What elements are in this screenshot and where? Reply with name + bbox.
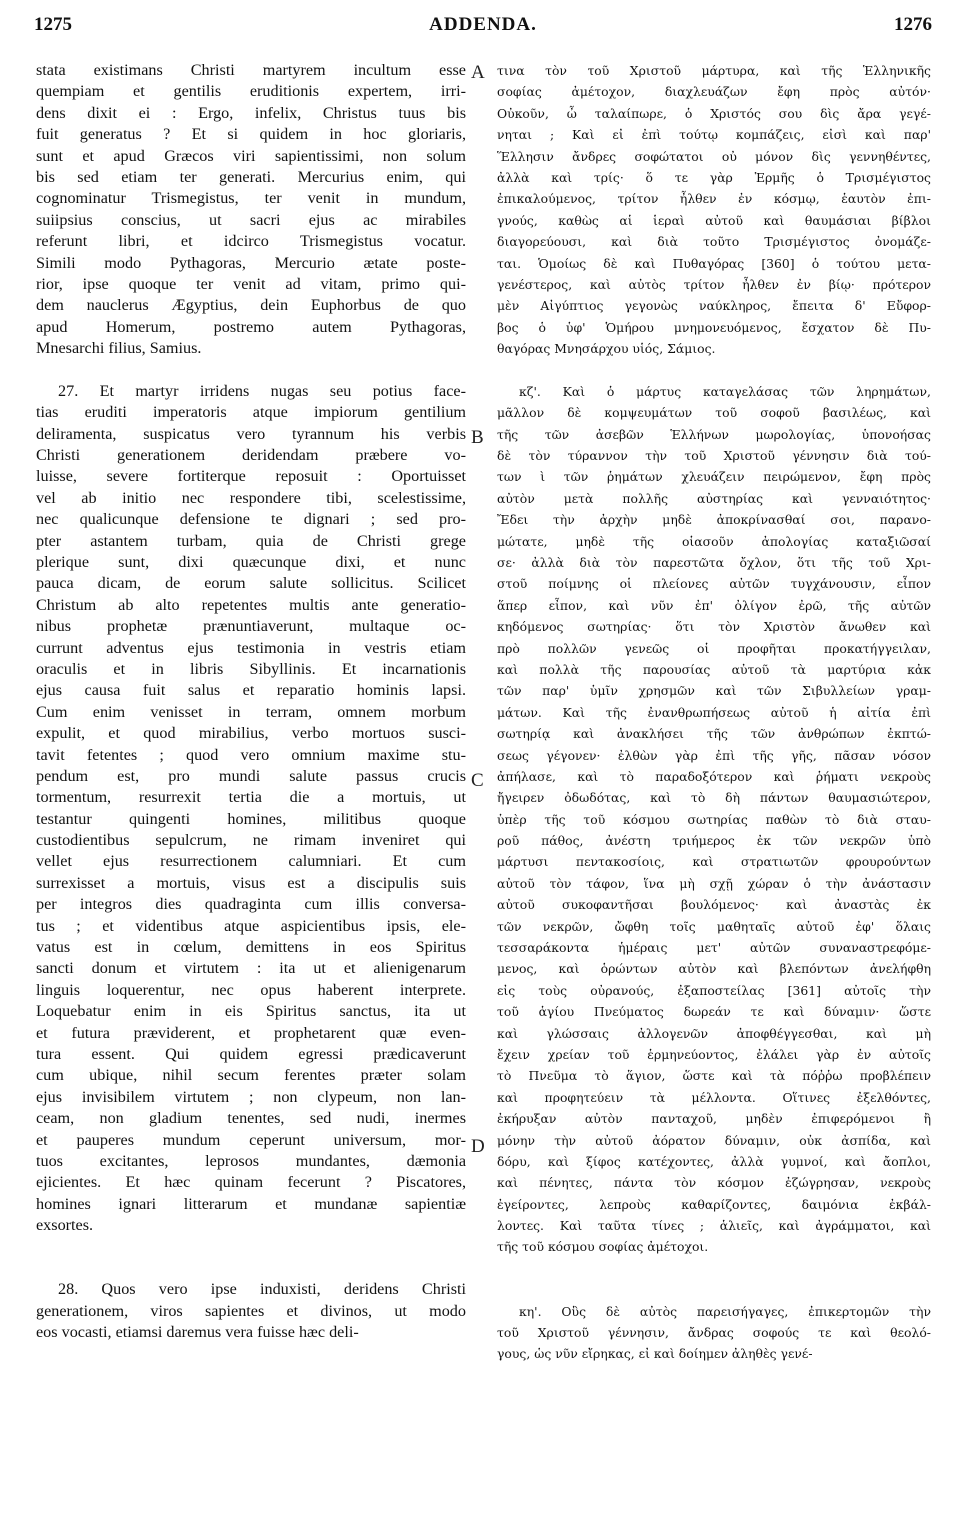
text-line: luisse, severe fortiterque reposuit : Oportuisset [36, 467, 466, 486]
text-line: τῆς τῶν ἀσεβῶν Ἑλλήνων μωρολογίας, ὑπονοήσας [497, 426, 931, 442]
text-line: ἅπερ εἶπον, καὶ νῦν ἐπ' ὀλίγον ἐρῶ, τῆς αὐτῶν [497, 597, 931, 613]
text-line: μόνην τὴν αὐτοῦ ἀόρατον δύναμιν, οὐκ ἀσπίδα, καὶ [497, 1132, 931, 1148]
text-line: cognominatur Trismegistus, ter venit in mundum, [36, 189, 466, 208]
text-line: τεσσαράκοντα ἡμέραις μετ' αὐτῶν συναναστρεφόμε- [497, 940, 931, 956]
text-line: ἔχειν χρείαν τοῦ ἑρμηνεύοντος, ἐλάλει γὰρ ἐν αὐτοῖς [497, 1046, 931, 1062]
text-line: pendum est, pro mundi salute passus crucis [36, 766, 466, 785]
text-line: κηδόμενος σωτηρίας· ὅτι τὸν Χριστὸν ἄνωθεν καὶ [497, 619, 931, 635]
text-line: tias eruditi imperatoris atque impiorum gentilium [36, 403, 466, 422]
text-line: ceam, non gladium tenentes, sed nudi, inermes [36, 1109, 466, 1128]
text-line: oraculis et in libris Sibyllinis. Et incarnationis [36, 659, 466, 678]
margin-marker-b: B [471, 427, 484, 448]
text-line: Mnesarchi filius, Samius. [36, 339, 202, 358]
margin-marker-d: D [471, 1136, 485, 1157]
text-line: κζ'. Καὶ ὁ μάρτυς καταγελάσας τῶν ληρημάτων, [519, 383, 931, 399]
text-line: 27. Et martyr irridens nugas seu potius face- [58, 381, 466, 400]
text-line: καὶ γλώσσαις ἀλλογενῶν ἀποφθέγγεσθαι, καὶ μὴ [497, 1025, 931, 1041]
text-line: deliramenta, suspicatus vero tyrannum his verbis [36, 424, 466, 443]
text-line: ἐγείροντες, λεπροὺς καθαρίζοντες, δαιμόνια ἐκβάλ- [497, 1196, 931, 1212]
text-line: plerique sunt, dixi quæcunque dixi, et nunc [36, 552, 466, 571]
text-line: δὲ τὸν τύραννον τὴν τοῦ Χριστοῦ γέννησιν διὰ τού- [497, 448, 931, 464]
text-line: τῶν νεκρῶν, ὤφθη τοῖς μαθηταῖς αὐτοῦ ἐφ' ὅλαις [497, 918, 931, 934]
text-line: στοῦ ποίμνης οἱ πλείονες αὐτῶν τυγχάνουσιν, εἶπον [497, 576, 931, 592]
text-line: Loquebatur enim in eis Spiritus sanctus, ita ut [36, 1002, 466, 1021]
text-line: 28. Quos vero ipse induxisti, deridens Christi [58, 1280, 466, 1299]
text-line: σωτηρίᾳ καὶ ἀνακλήσει τῆς τῶν ἀνθρώπων ἐκπτώ- [497, 726, 931, 742]
text-line: eos vocasti, etiamsi daremus vera fuisse hæc deli- [36, 1323, 359, 1342]
text-line: testantur quingenti homines, militibus quoque [36, 809, 466, 828]
text-line: nec qualicunque defensione te dignari ; sed pro- [36, 510, 466, 529]
text-line: homines ignari litterarum et mundanæ sapientiæ [36, 1194, 466, 1213]
text-line: βος ὁ ὑφ' Ὁμήρου μνημονευόμενος, ἔσχατον δὲ Πυ- [497, 319, 931, 335]
text-line: sunt et apud Græcos viri sapientissimi, non solum [36, 146, 466, 165]
text-line: exsortes. [36, 1216, 94, 1235]
text-line: stata existimans Christi martyrem incultum esse [36, 61, 466, 79]
text-line: Cum enim venisset in terram, omnem morbum [36, 702, 466, 721]
text-line: νηται ; Καὶ εἰ ἐπὶ τούτῳ κομπάζεις, εἰσὶ καὶ παρ' [497, 127, 931, 143]
text-line: et pauperes mundum ceperunt universum, mor- [36, 1130, 466, 1149]
text-line: μενος, καὶ ὁρώντων αὐτὸν καὶ βλεπόντων ἀνελήφθη [497, 961, 931, 977]
text-line: των ὶ τῶν ῥημάτων χλευάζειν πειρώμενον, ἔφη πρὸς [497, 469, 931, 485]
text-line: μᾶλλον δὲ κομψευμάτων τοῦ σοφοῦ βασιλέως, καὶ [497, 405, 931, 421]
text-line: tus ; et videntibus atque aspicientibus ipsis, ele- [36, 916, 466, 935]
text-line: dem nauclerus Ægyptius, dein Euphorbus de quo [36, 296, 466, 315]
text-line: Christi generationem deridendam præbere vo- [36, 446, 466, 465]
text-line: καὶ πένητες, πάντα τὸν κόσμον ἐζώγρησαν, νεκροὺς [497, 1175, 931, 1191]
paragraph-gap [36, 1236, 466, 1279]
text-line: γενέστερος, καὶ αὐτὸς τρίτον ἦλθεν ἐν βίῳ· πρότερον [497, 276, 931, 292]
text-line: tura essent. Qui quidem egressi prædicaverunt [36, 1044, 466, 1063]
text-line: Ἔδει τὴν ἀρχὴν μηδὲ ἀποκρίνασθαί σοι, παρανο- [497, 512, 931, 528]
text-line: nibus prophetæ prænuntiaverunt, multaque oc- [36, 617, 466, 636]
greek-paragraph-2 [497, 381, 931, 1258]
text-line: τῶν παρ' ὑμῖν χρησμῶν καὶ τῶν Σιβυλλείων γραμ- [497, 683, 931, 699]
text-line: σεως γέγονεν· ἐλθὼν γὰρ ἐπὶ τῆς γῆς, πᾶσαν νόσον [497, 747, 931, 763]
text-line: et futura præviderent, et prophetarent quæ even- [36, 1023, 466, 1042]
text-line: ὑπὲρ τῆς τοῦ κόσμου σωτηρίας παθὼν τὸ διὰ σταυ- [497, 811, 931, 827]
text-line: λοντες. Καὶ ταῦτα τίνες ; ἁλιεῖς, καὶ ἀγράμματοι, καὶ [497, 1218, 931, 1234]
latin-paragraph-3 [36, 1279, 466, 1343]
text-line: pter astantem turbam, quia de Christi grege [36, 531, 466, 550]
greek-paragraph-3 [497, 1301, 931, 1365]
page-number-right: 1276 [894, 14, 932, 35]
greek-paragraph-1 [497, 60, 931, 359]
page-header [34, 6, 932, 40]
latin-paragraph-1 [36, 60, 466, 359]
text-line: διαγορεύουσι, καὶ διὰ τοῦτο Τρισμέγιστος ὀνομάζε- [497, 234, 931, 250]
text-line: Ἕλλησιν ἄνδρες σοφώτατοι οὐ μόνον δὶς γεννηθέντες, [497, 148, 931, 164]
text-line: ἀλλὰ καὶ τρίς· ὅ τε γὰρ Ἑρμῆς ὁ Τρισμέγιστος [497, 169, 931, 185]
text-line: dens dixit ei : Ergo, infelix, Christus tuus bis [36, 103, 466, 122]
paragraph-gap [497, 359, 931, 380]
text-line: currunt adventus ejus testimonia in vestris etiam [36, 638, 466, 657]
text-line: Christum ab alto repetentes multis ante generatio- [36, 595, 466, 614]
margin-marker-a: A [471, 62, 485, 83]
text-line: γνούς, καθὼς αἱ ἱεραὶ αὐτοῦ καὶ θαυμάσιαι βίβλοι [497, 212, 931, 228]
running-title: ADDENDA. [429, 14, 537, 35]
text-line: surrexisset a mortuis, visus est a discipulis suis [36, 873, 466, 892]
text-line: μάρτυσι πεντακοσίοις, καὶ στρατιωτῶν φρουρούντων [497, 854, 931, 870]
text-line: custodientibus sepulcrum, ne rimam inveniret qui [36, 831, 466, 850]
text-line: τὸ Πνεῦμα τὸ ἅγιον, ὥστε καὶ τὰ πόῤῥω προβλέπειν [497, 1068, 931, 1084]
text-line: Simili modo Pythagoras, Mercurio ætate poste- [36, 253, 466, 272]
text-line: μάτων. Καὶ τῆς ἐνανθρωπήσεως αὐτοῦ ἡ αἰτία ἐπὶ [497, 704, 931, 720]
text-line: τῆς τοῦ κόσμου σοφίας ἀμέτοχοι. [497, 1239, 709, 1255]
text-line: ται. Ὁμοίως δὲ καὶ Πυθαγόρας [360] ὁ τούτου μετα- [497, 255, 931, 271]
text-line: ἐκήρυξαν αὐτὸν πανταχοῦ, μηδὲν ἐπιφερόμενοι ἢ [497, 1111, 931, 1127]
text-line: ejicientes. Et hæc quinam fecerunt ? Piscatores, [36, 1173, 466, 1192]
text-line: ἐπικαλούμενος, τρίτον ἦλθεν ἐν κόσμῳ, ἑαυτὸν ἐπι- [497, 191, 931, 207]
paragraph-gap [497, 1258, 931, 1301]
text-line: θαγόρας Μνησάρχου υἱός, Σάμιος. [497, 341, 716, 357]
text-line: tuos excitantes, leprosos mundantes, dæmonia [36, 1151, 466, 1170]
text-line: ροῦ πάθος, ἀνέστη τριήμερος ἐκ τῶν νεκρῶν ὑπὸ [497, 833, 931, 849]
text-line: vel ab initio nec respondere tibi, scelestissime, [36, 488, 466, 507]
text-line: expulit, et quod mirabilius, verbo mortuos susci- [36, 724, 466, 743]
text-line: suiipsius conscius, ut sacri ejus ac mirabiles [36, 210, 466, 229]
text-line: αὐτοῦ τὸν τάφον, ἵνα μὴ σχῇ χώραν ὁ τὴν ἀνάστασιν [497, 875, 931, 891]
text-line: εἰς τοὺς οὐρανούς, ἐξαποστείλας [361] αὐτοῖς τὴν [497, 982, 931, 998]
text-line: sancti donum et virtutem : ita ut et alienigenarum [36, 959, 466, 978]
text-line: Οὐκοῦν, ὦ ταλαίπωρε, ὁ Χριστός σου δὶς ἄρα γεγέ- [497, 105, 931, 121]
paragraph-gap [36, 359, 466, 380]
text-line: per integros dies quadraginta cum illis conversa- [36, 895, 466, 914]
margin-marker-c: C [471, 770, 484, 791]
text-line: cum ubique, nihil secum ferentes præter solam [36, 1066, 466, 1085]
text-line: γους, ὡς νῦν εἴρηκας, εἰ καὶ δοίημεν ἀληθὲς γενέ- [497, 1346, 813, 1362]
text-line: καὶ πολλὰ τῆς παρουσίας αὐτοῦ τὰ μαρτύρια κἀκ [497, 661, 931, 677]
text-line: ejus causa fuit salus et reparatio hominis lapsi. [36, 681, 466, 700]
text-line: vellet ejus resurrectionem calumniari. Et cum [36, 852, 466, 871]
text-line: rior, ipse quoque ter venit ad vitam, primo qui- [36, 274, 466, 293]
latin-paragraph-2 [36, 381, 466, 1237]
text-line: bis sed etiam ter generati. Mercurius enim, qui [36, 167, 466, 186]
text-line: referunt libri, et idcirco Trismegistus vocatur. [36, 232, 466, 251]
text-line: πρὸ πολλῶν γενεῶς οἱ προφῆται προκατήγγειλαν, [497, 640, 931, 656]
text-line: apud Homerum, postremo autem Pythagoras, [36, 317, 466, 336]
text-line: σοφίας ἀμέτοχον, διαχλευάζων ἔφη πρὸς αὐτόν· [497, 84, 931, 100]
text-line: generationem, viros sapientes et divinos, ut modo [36, 1301, 466, 1320]
text-line: tavit fetentes ; quod vero omnium maxime stu- [36, 745, 466, 764]
text-line: καὶ προφητεύειν τὰ μέλλοντα. Οἵτινες ἐξελθόντες, [497, 1089, 931, 1105]
text-line: αὐτοῦ συκοφαντῆσαι βουλόμενος· καὶ ἀναστὰς ἐκ [497, 897, 931, 913]
text-line: pauca dicam, de eorum salute sollicitus. Scilicet [36, 574, 466, 593]
text-line: σε· ἀλλὰ διὰ τὸν παρεστῶτα ὄχλον, ὅτι τῆς τοῦ Χρι- [497, 554, 931, 570]
greek-column [497, 60, 931, 1365]
text-line: τοῦ ἁγίου Πνεύματος δωρεάν τε καὶ δύναμιν· ὥστε [497, 1004, 931, 1020]
text-line: linguis loquerentur, nec opus haberent interprete. [36, 980, 466, 999]
text-line: μὲν Αἰγύπτιος γεγονὼς ναύκληρος, ἔπειτα δ' Εὔφορ- [497, 298, 931, 314]
text-line: ejus invisibilem virtutem ; non clypeum, non lan- [36, 1087, 466, 1106]
text-line: τοῦ Χριστοῦ γέννησιν, ἄνδρας σοφούς τε καὶ θεολό- [497, 1325, 931, 1341]
text-line: ἀπήλασε, καὶ τὸ παραδοξότερον καὶ ῥήματι νεκροὺς [497, 768, 931, 784]
text-line: μώτατε, μηδὲ τῆς οἱασοῦν ἀπολογίας καταξιῶσαί [497, 533, 931, 549]
text-line: κη'. Οὓς δὲ αὐτὸς παρεισήγαγες, ἐπικερτομῶν τὴν [519, 1303, 931, 1319]
text-line: τινα τὸν τοῦ Χριστοῦ μάρτυρα, καὶ τῆς Ἑλληνικῆς [497, 63, 931, 78]
latin-column [36, 60, 466, 1343]
text-line: vatus est in cœlum, demittens in eos Spiritus [36, 938, 466, 957]
text-line: ἤγειρεν ὀδωδότας, καὶ τὸ δὴ πάντων θαυμασιώτερον, [497, 790, 931, 806]
text-line: quempiam et gentilis eruditionis expertem, irri- [36, 82, 466, 101]
text-line: δόρυ, καὶ ξίφος κατέχοντες, ἀλλὰ γυμνοί, καὶ ἄοπλοι, [497, 1153, 931, 1169]
text-line: fuit generatus ? Et si quidem in hoc gloriaris, [36, 125, 466, 144]
text-line: αὐτὸν μετὰ πολλῆς αὐστηρίας καὶ γενναιότητος· [497, 490, 931, 506]
page-number-left: 1275 [34, 14, 72, 35]
text-line: tormentum, resurrexit tertia die a mortuis, ut [36, 788, 466, 807]
